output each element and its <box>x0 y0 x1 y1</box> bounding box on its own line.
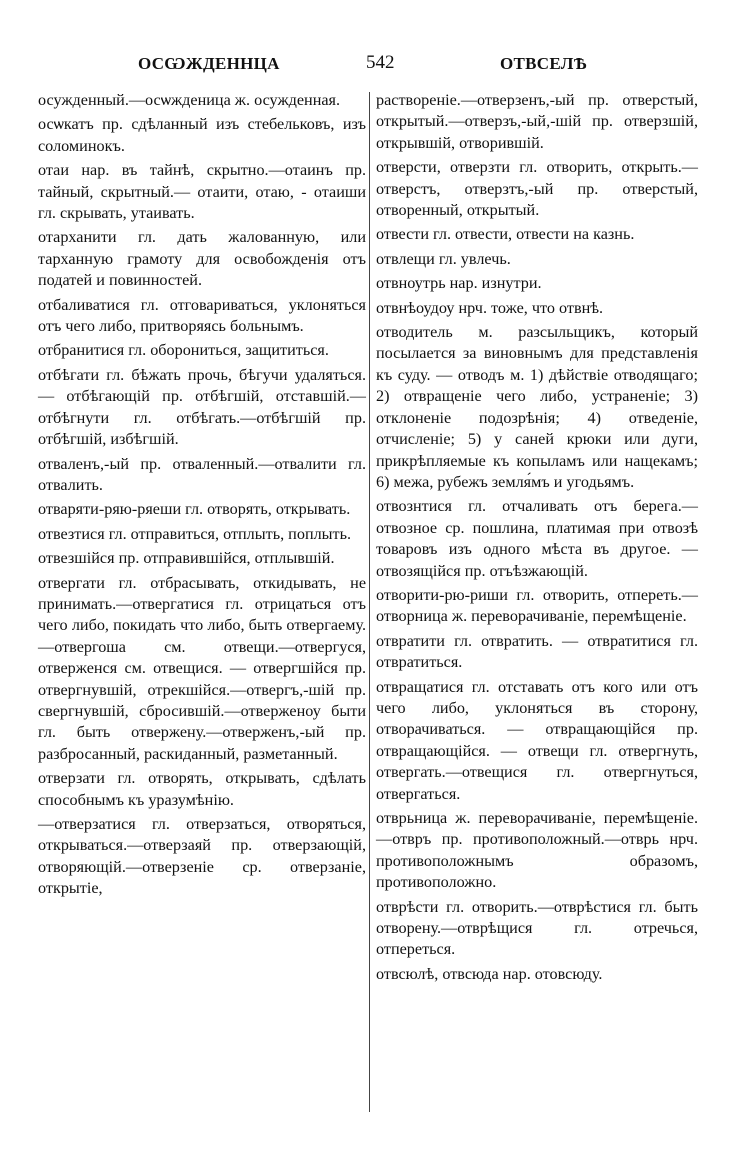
dictionary-entry: отврьница ж. переворачиваніе, перемѣщеніе.—отвръ пр. противоположный.—отврь нрч. противоположнымъ образомъ, противоположно. <box>376 809 698 892</box>
dictionary-entry: отвсюлѣ, отвсюда нар. отовсюду. <box>376 964 603 983</box>
left-column <box>38 90 366 903</box>
dictionary-entry: отбаливатися гл. отговариваться, уклоняться отъ чего либо, притворяясь больнымъ. <box>38 295 366 336</box>
dictionary-entry: отвезшійся пр. отправившійся, отплывшій. <box>38 549 335 568</box>
dictionary-entry: отвнѣоудоу нрч. тоже, что отвнѣ. <box>376 298 604 317</box>
dictionary-entry: отвратити гл. отвратить. — отвратитися гл. отвратиться. <box>376 631 698 672</box>
dictionary-entry: отвезтися гл. отправиться, отплыть, поплыть. <box>38 524 352 543</box>
column-divider <box>369 92 370 1112</box>
left-guide-word: ОСѠЖДЕННЦА <box>138 54 280 73</box>
dictionary-entry: отвращатися гл. отставать отъ кого или отъ чего либо, уклоняться въ сторону, отворачиваться. — отвращающійся пр. отвращающійся. — отвещи гл. отвергнуть, отвергать.—отвещися гл. отвергнуться, отвергаться. <box>376 677 698 803</box>
dictionary-entry: отвознтися гл. отчаливать отъ берега.—отвозное ср. пошлина, платимая при отвозѣ товаровъ изъ одного мѣста въ другое. — отвозящійся пр. отъѣзжающій. <box>376 497 698 580</box>
dictionary-entry: отворити-рю-риши гл. отворить, отпереть.—отворница ж. переворачиваніе, перемѣщеніе. <box>376 585 698 626</box>
page-number: 542 <box>366 52 395 73</box>
dictionary-entry: отверзати гл. отворять, открывать, сдѣлать способнымъ къ уразумѣнію. <box>38 769 366 809</box>
dictionary-entry: отбѣгати гл. бѣжать прочь, бѣгучи удаляться. — отбѣгающій пр. отбѣгшій, отставшій.—отбѣгнути гл. отбѣгать.—отбѣгшій пр. отбѣгшій, избѣгшій. <box>38 365 366 449</box>
page-header <box>30 50 720 80</box>
dictionary-entry: отвести гл. отвести, отвести на казнь. <box>376 225 635 244</box>
dictionary-entry: отводитель м. разсыльщикъ, который посылается за виновнымъ для представленія къ суду. — отводъ м. 1) дѣйствіе отводящаго; 2) отвращеніе чего либо, устраненіе; 3) отклоненіе подозрѣнія; 4) отведеніе, отчисленіе; 5) у саней крюки или дуги, прикрѣпляемые къ копыламъ или нащекамъ; 6) межа, рубежъ земля́мъ и угодьямъ. <box>376 323 698 491</box>
dictionary-entry: раствореніе.—отверзенъ,-ый пр. отверстый, открытый.—отверзъ,-ый,-шій пр. отверзшій, открывшій, отворившій. <box>376 91 698 152</box>
dictionary-entry: отвноутрь нар. изнутри. <box>376 274 542 293</box>
dictionary-entry: отаи нар. въ тайнѣ, скрытно.—отаинъ пр. тайный, скрытный.— отаити, отаю, - отаиши гл. скрывать, утаивать. <box>38 161 366 223</box>
dictionary-entry: отвергати гл. отбрасывать, откидывать, не принимать.—отвергатися гл. отрицаться отъ чего либо, покидать что либо, быть отвергаему.—отвергоша см. отвещи.—отвергуся, отверженся см. отвещися. — отвергшійся пр. отвергнувшій, отрекшійся.—отвергъ,-шій пр. свергнувшій, сбросившій.—отверженоу быти гл. быть отвержену.—отверженъ,-ый пр. разбросанный, раскиданный, разметанный. <box>38 573 366 763</box>
dictionary-entry: отваленъ,-ый пр. отваленный.—отвалити гл. отвалить. <box>38 454 366 494</box>
dictionary-entry: отваряти-ряю-ряеши гл. отворять, открывать. <box>38 500 351 519</box>
dictionary-entry: осѡкатъ пр. сдѣланный изъ стебельковъ, изъ соломинокъ. <box>38 115 366 155</box>
dictionary-entry: осужденный.—осѡжденица ж. осужденная. <box>38 91 341 109</box>
dictionary-entry: отвлещи гл. увлечь. <box>376 249 511 268</box>
dictionary-entry: отарханити гл. дать жалованную, или тарханную грамоту для освобожденія отъ податей и повинностей. <box>38 228 366 290</box>
dictionary-entry: отврѣсти гл. отворить.—отврѣстися гл. быть отворену.—отврѣщися гл. отречься, отпереться. <box>376 897 698 959</box>
right-column <box>376 90 698 988</box>
dictionary-entry: отверсти, отверзти гл. отворить, открыть.— отверстъ, отверзтъ,-ый пр. отверстый, отворенный, открытый. <box>376 158 698 220</box>
dictionary-entry: —отверзатися гл. отверзаться, отворяться, открываться.—отверзаяй пр. отверзающій, отворяющій.—отверзеніе ср. отверзаніе, открытіе, <box>38 815 366 898</box>
right-guide-word: ОТВСЕЛѢ <box>500 54 588 73</box>
dictionary-entry: отбранитися гл. оборониться, защититься. <box>38 341 329 360</box>
